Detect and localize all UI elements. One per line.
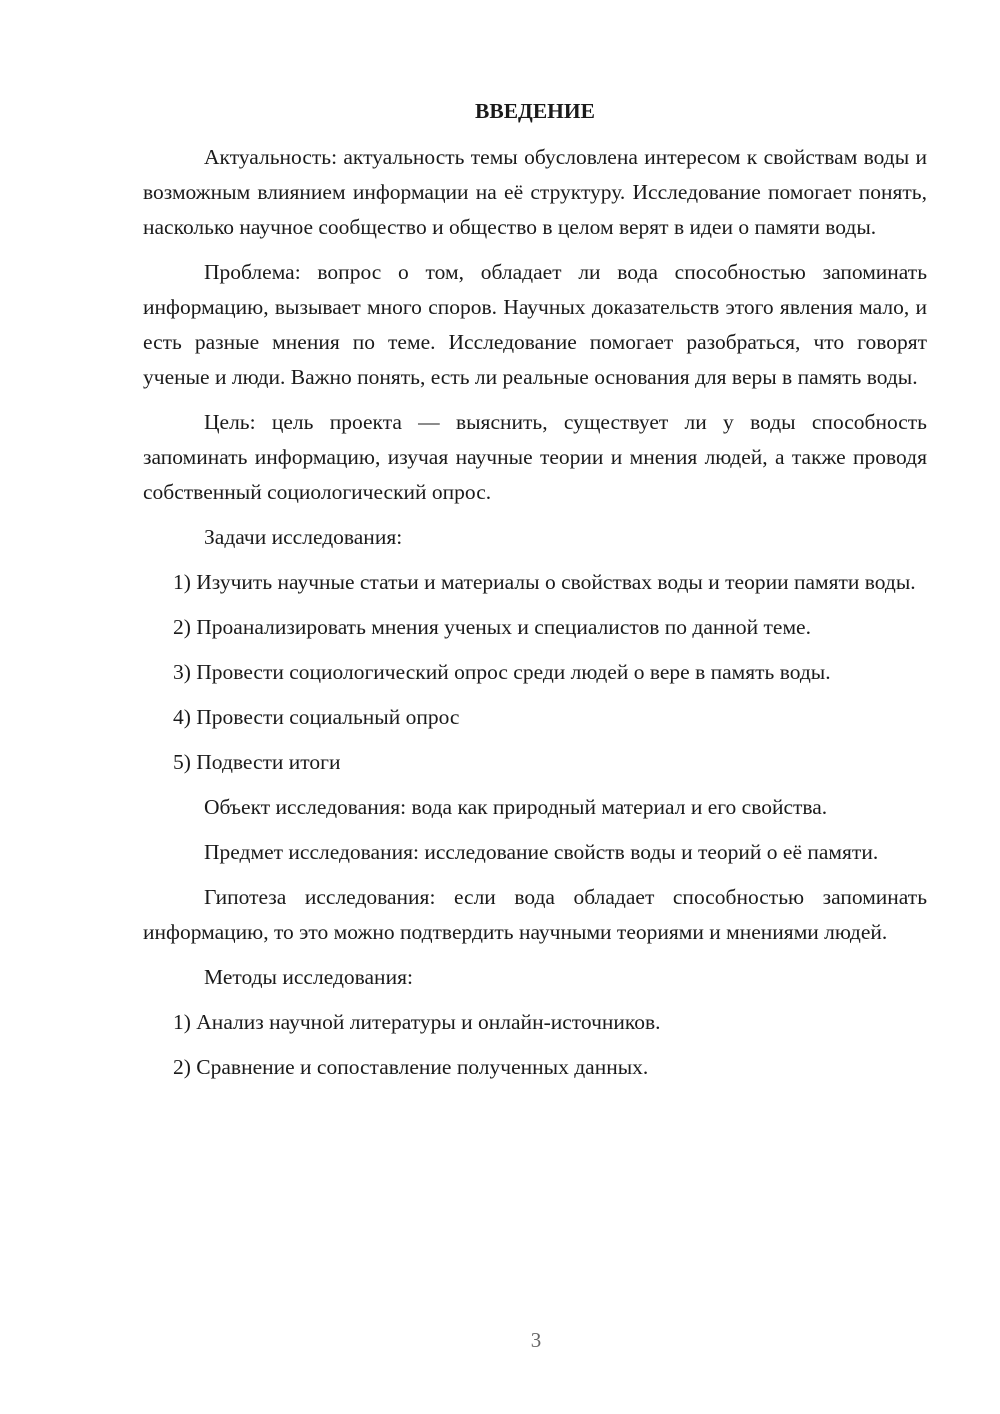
page-title: ВВЕДЕНИЕ	[475, 99, 595, 123]
task-item-5: 5) Подвести итоги	[173, 750, 341, 774]
problem-paragraph: Проблема: вопрос о том, обладает ли вода способностью запоминать информацию, вызывает много споров. Научных доказательств этого явления мало, и есть разные мнения по теме. Исследование помогает разобраться, что говорят ученые и люди. Важно понять, есть ли реальные основания для веры в память воды.	[143, 260, 927, 389]
task-item-3: 3) Провести социологический опрос среди людей о вере в память воды.	[173, 660, 831, 684]
methods-heading: Методы исследования:	[204, 965, 413, 989]
page-number: 3	[530, 1328, 542, 1352]
method-item-2: 2) Сравнение и сопоставление полученных данных.	[173, 1055, 649, 1079]
goal-paragraph: Цель: цель проекта — выяснить, существует ли у воды способность запоминать информацию, изучая научные теории и мнения людей, а также проводя собственный социологический опрос.	[143, 410, 927, 504]
subject-paragraph: Предмет исследования: исследование свойств воды и теорий о её памяти.	[204, 840, 879, 864]
hypothesis-paragraph: Гипотеза исследования: если вода обладает способностью запоминать информацию, то это можно подтвердить научными теориями и мнениями людей.	[143, 885, 927, 944]
task-item-1: 1) Изучить научные статьи и материалы о свойствах воды и теории памяти воды.	[173, 570, 916, 594]
object-paragraph: Объект исследования: вода как природный материал и его свойства.	[204, 795, 828, 819]
document-page	[143, 94, 927, 1095]
tasks-heading: Задачи исследования:	[204, 525, 403, 549]
method-item-1: 1) Анализ научной литературы и онлайн-источников.	[173, 1010, 661, 1034]
task-item-2: 2) Проанализировать мнения ученых и специалистов по данной теме.	[173, 615, 811, 639]
task-item-4: 4) Провести социальный опрос	[173, 705, 460, 729]
relevance-paragraph: Актуальность: актуальность темы обусловлена интересом к свойствам воды и возможным влиянием информации на её структуру. Исследование помогает понять, насколько научное сообщество и общество в целом верят в идеи о памяти воды.	[143, 145, 927, 239]
